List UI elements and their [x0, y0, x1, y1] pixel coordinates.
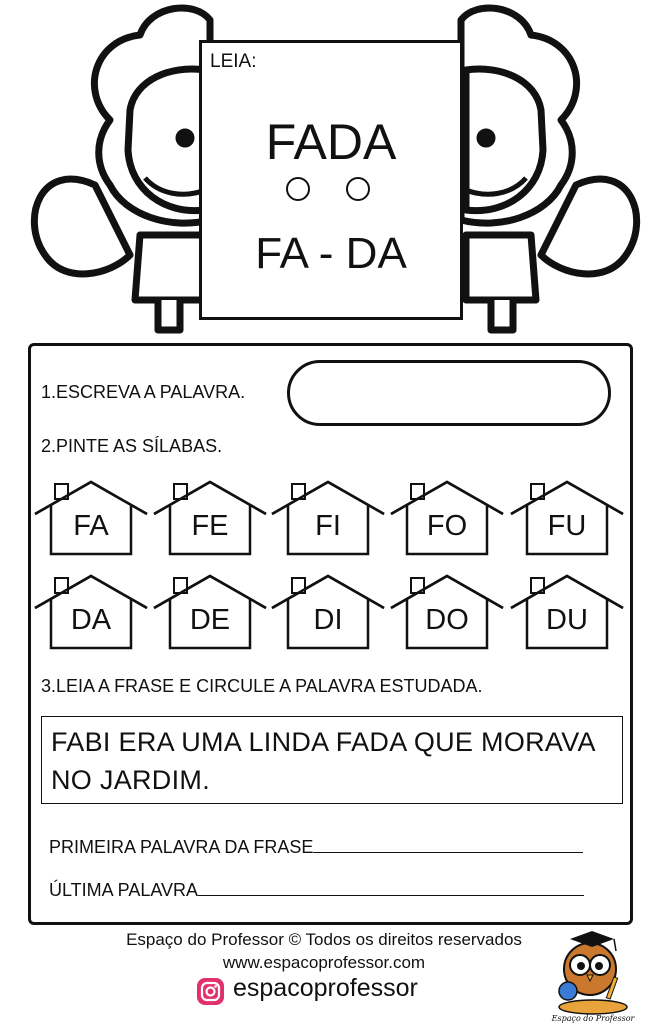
syllable-house[interactable]	[509, 478, 625, 558]
target-word: FADA	[265, 114, 397, 170]
left-fairy	[34, 8, 210, 330]
read-label: LEIA:	[210, 51, 257, 72]
word-syllables: FA - DA	[255, 229, 407, 278]
syllable-house[interactable]	[152, 478, 268, 558]
sentence-text[interactable]: FABI ERA UMA LINDA FADA QUE MORAVA NO JARDIM.	[51, 727, 595, 795]
syllable-label: FO	[426, 510, 468, 542]
last-word-line	[49, 877, 584, 901]
syllable-label: DO	[425, 604, 469, 636]
syllable-house[interactable]	[33, 478, 149, 558]
syllable-label: DE	[189, 604, 231, 636]
syllable-label: DI	[313, 604, 343, 636]
last-word-label: ÚLTIMA PALAVRA	[49, 880, 199, 900]
syllable-house[interactable]	[389, 478, 505, 558]
syllable-dot[interactable]	[346, 177, 370, 201]
syllable-label: FE	[191, 510, 229, 542]
first-word-blank[interactable]	[313, 834, 583, 853]
logo-text: Espaço do Professor	[551, 1014, 635, 1023]
exercise-2-instruction: 2.PINTE AS SÍLABAS.	[41, 436, 223, 456]
last-word-blank[interactable]	[198, 877, 584, 896]
exercise-3-instruction: 3.LEIA A FRASE E CIRCULE A PALAVRA ESTUDADA.	[41, 676, 483, 696]
syllable-house[interactable]	[33, 572, 149, 652]
syllable-house[interactable]	[270, 478, 386, 558]
syllable-label: FU	[547, 510, 587, 542]
write-word-field[interactable]	[287, 360, 611, 426]
sentence-box	[41, 716, 623, 804]
read-card	[199, 40, 463, 320]
right-fairy	[461, 8, 637, 330]
syllable-house[interactable]	[270, 572, 386, 652]
instagram-icon	[197, 978, 224, 1005]
espaco-professor-logo	[548, 917, 638, 1024]
exercise-panel	[28, 343, 633, 925]
syllable-label: DA	[70, 604, 112, 636]
instagram-handle[interactable]: espacoprofessor	[233, 974, 418, 1002]
first-word-line	[49, 834, 583, 858]
syllable-label: FA	[73, 510, 109, 542]
exercise-1-instruction: 1.ESCREVA A PALAVRA.	[41, 382, 246, 402]
syllable-label: DU	[546, 604, 588, 636]
syllable-house[interactable]	[152, 572, 268, 652]
first-word-label: PRIMEIRA PALAVRA DA FRASE	[49, 837, 314, 857]
copyright-text: Espaço do Professor © Todos os direitos reservados	[126, 930, 522, 949]
syllable-house[interactable]	[389, 572, 505, 652]
website-link[interactable]: www.espacoprofessor.com	[222, 953, 426, 972]
syllable-dot[interactable]	[286, 177, 310, 201]
syllable-label: FI	[315, 510, 341, 542]
syllable-house[interactable]	[509, 572, 625, 652]
